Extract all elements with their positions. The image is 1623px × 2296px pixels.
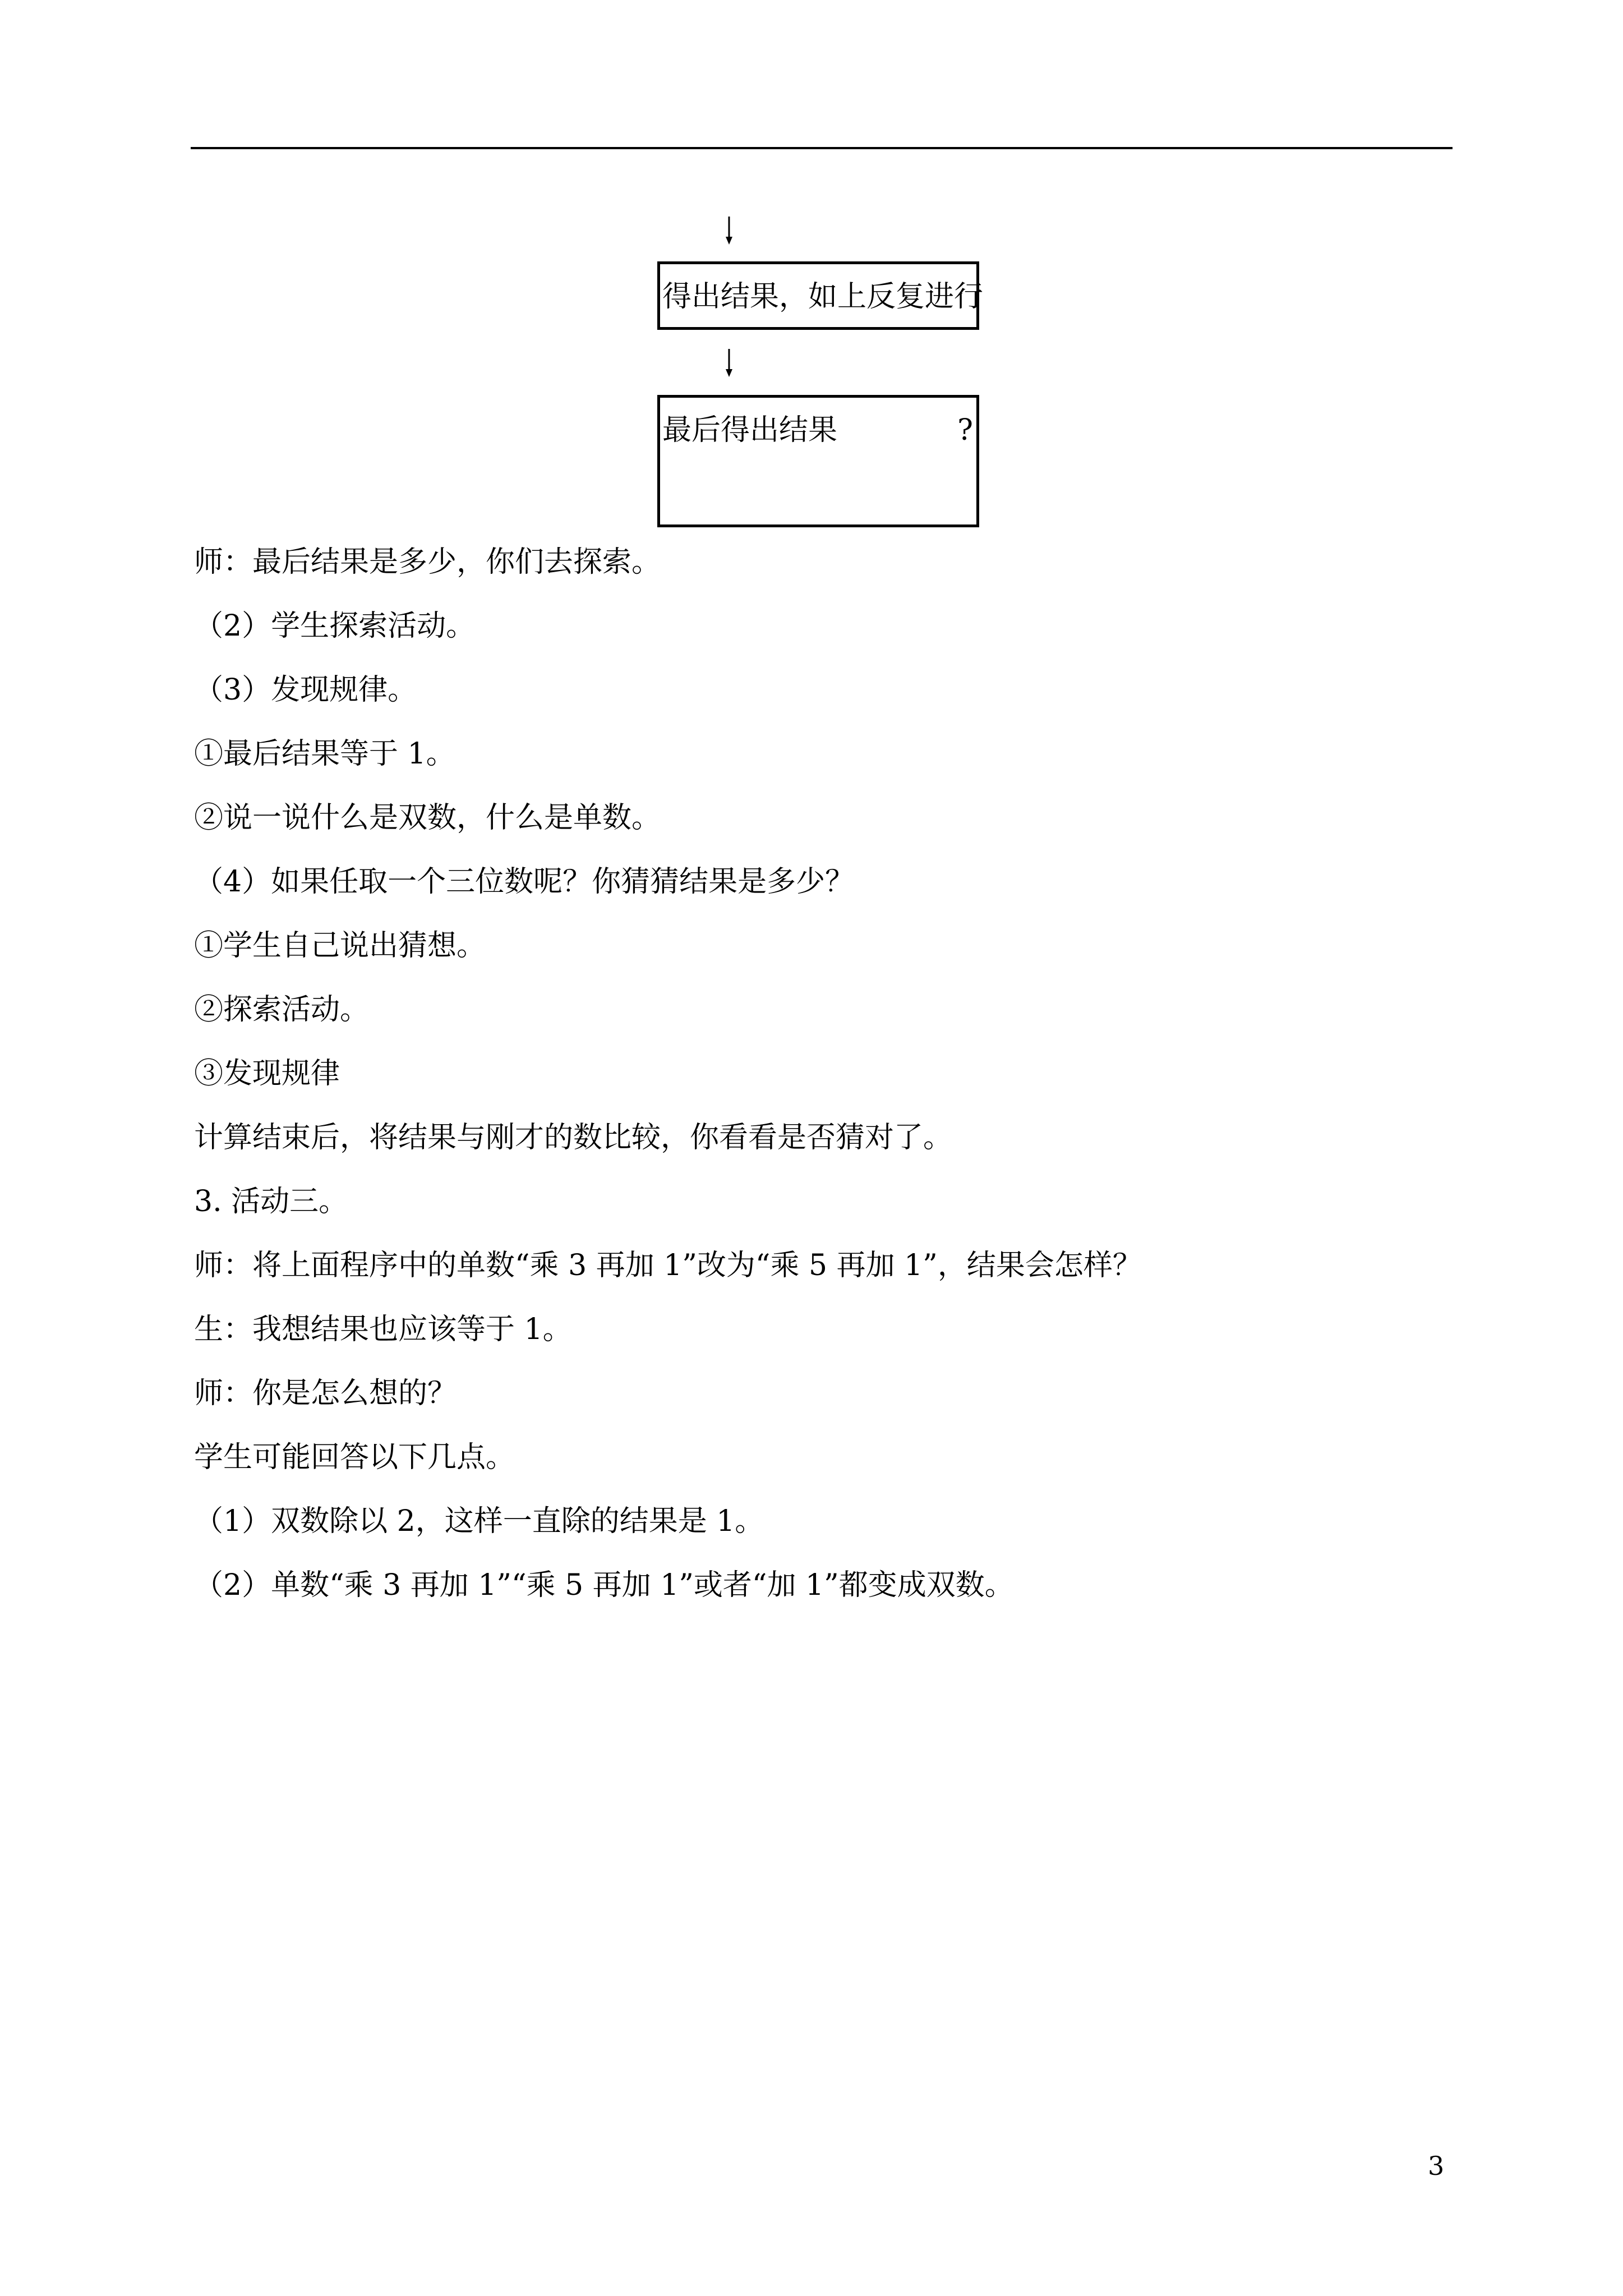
paragraph: （4）如果任取一个三位数呢？你猜猜结果是多少？ — [194, 865, 855, 899]
paragraph: 师：你是怎么想的？ — [194, 1377, 457, 1410]
paragraph: ①最后结果等于 1。 — [194, 737, 455, 771]
flow-arrow-down-icon — [725, 217, 734, 245]
paragraph: 师：将上面程序中的单数“乘 3 再加 1”改为“乘 5 再加 1”，结果会怎样？ — [194, 1249, 1142, 1282]
paragraph: （3）发现规律。 — [194, 673, 417, 707]
paragraph: 师：最后结果是多少，你们去探索。 — [194, 545, 661, 579]
paragraph: （2）学生探索活动。 — [194, 609, 476, 643]
paragraph: ①学生自己说出猜想。 — [194, 929, 486, 963]
flow-result-box — [657, 395, 979, 527]
paragraph: 学生可能回答以下几点。 — [194, 1441, 515, 1474]
paragraph: 计算结束后，将结果与刚才的数比较，你看看是否猜对了。 — [194, 1121, 953, 1154]
paragraph: （2）单数“乘 3 再加 1”“乘 5 再加 1”或者“加 1”都变成双数。 — [194, 1568, 1014, 1602]
flow-step-box — [657, 261, 984, 330]
paragraph: 生：我想结果也应该等于 1。 — [194, 1313, 572, 1346]
flow-step-text: 得出结果，如上反复进行 — [662, 280, 984, 314]
flow-result-text: 最后得出结果 — [662, 413, 838, 447]
paragraph: ③发现规律 — [194, 1057, 340, 1091]
page-number: 3 — [1428, 2151, 1445, 2181]
paragraph: ②探索活动。 — [194, 993, 370, 1027]
paragraph: ②说一说什么是双数，什么是单数。 — [194, 801, 661, 835]
paragraph: （1）双数除以 2，这样一直除的结果是 1。 — [194, 1504, 764, 1538]
header-rule — [191, 147, 1453, 149]
flow-result-question-mark: ? — [957, 413, 973, 447]
flow-arrow-down-icon — [725, 349, 734, 377]
paragraph: 3. 活动三。 — [194, 1185, 348, 1218]
